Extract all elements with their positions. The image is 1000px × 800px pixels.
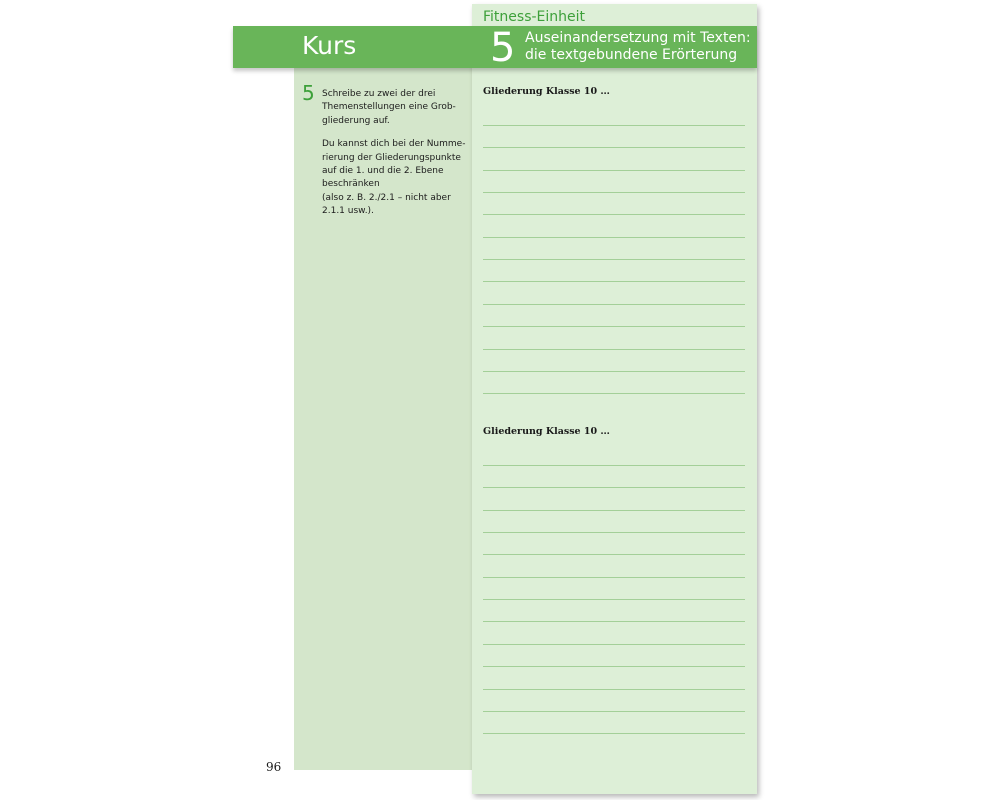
task-line: beschränken [322, 179, 380, 190]
unit-title-line1: Auseinandersetzung mit Texten: [525, 30, 751, 46]
writing-area [472, 4, 757, 794]
writing-line [483, 532, 745, 533]
unit-title [525, 30, 751, 64]
task-instructions [322, 88, 467, 229]
unit-number: 5 [490, 25, 516, 71]
task-paragraph-2 [322, 138, 467, 218]
writing-line [483, 214, 745, 215]
outline-label-2: Gliederung Klasse 10 … [483, 426, 610, 437]
writing-line [483, 192, 745, 193]
writing-line [483, 125, 745, 126]
task-number: 5 [302, 81, 315, 105]
writing-line [483, 465, 745, 466]
writing-line [483, 326, 745, 327]
writing-line [483, 621, 745, 622]
writing-line [483, 147, 745, 148]
writing-line [483, 711, 745, 712]
writing-line [483, 487, 745, 488]
writing-line [483, 510, 745, 511]
task-line: (also z. B. 2./2.1 – nicht aber [322, 192, 451, 203]
writing-line [483, 577, 745, 578]
unit-title-line2: die textgebundene Erörterung [525, 47, 738, 63]
task-line: gliederung auf. [322, 115, 390, 126]
task-paragraph-1 [322, 88, 467, 128]
writing-line [483, 281, 745, 282]
page-number: 96 [266, 760, 282, 774]
writing-line [483, 371, 745, 372]
task-line: Du kannst dich bei der Numme- [322, 139, 466, 150]
writing-line [483, 689, 745, 690]
writing-line [483, 554, 745, 555]
task-line: Schreibe zu zwei der drei [322, 89, 436, 99]
writing-line [483, 733, 745, 734]
writing-line [483, 170, 745, 171]
writing-line [483, 259, 745, 260]
writing-line [483, 393, 745, 394]
task-line: rierung der Gliederungspunkte [322, 152, 461, 163]
task-line: 2.1.1 usw.). [322, 206, 374, 217]
writing-line [483, 644, 745, 645]
course-label: Kurs [302, 31, 357, 60]
fitness-label: Fitness-Einheit [483, 9, 586, 25]
writing-line [483, 237, 745, 238]
task-line: auf die 1. und die 2. Ebene [322, 166, 444, 177]
task-line: Themenstellungen eine Grob- [322, 102, 456, 113]
writing-line [483, 349, 745, 350]
writing-line [483, 599, 745, 600]
writing-line [483, 304, 745, 305]
outline-label-1: Gliederung Klasse 10 … [483, 86, 610, 97]
writing-line [483, 666, 745, 667]
